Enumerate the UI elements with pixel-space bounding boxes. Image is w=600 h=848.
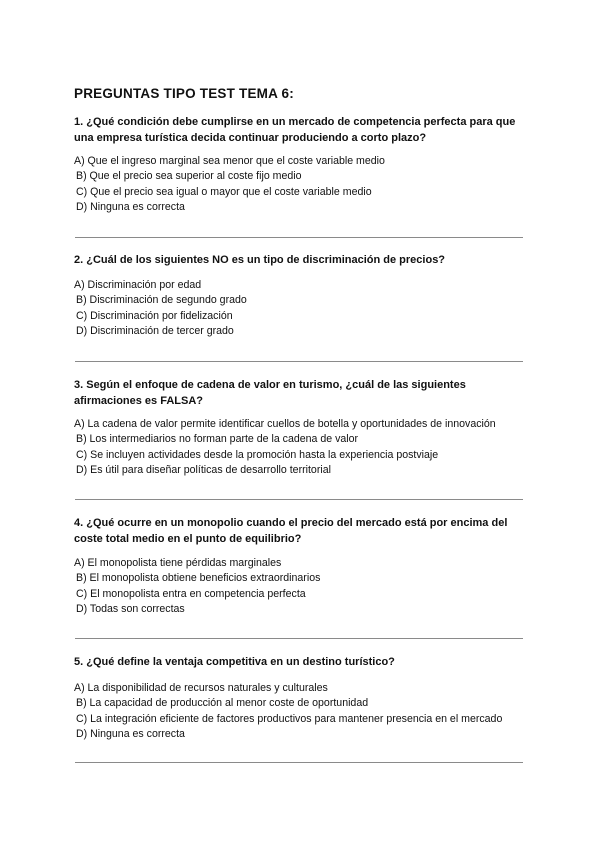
option-d: D) Todas son correctas xyxy=(76,602,185,615)
option-a: A) Discriminación por edad xyxy=(74,279,202,291)
option-d: D) Es útil para diseñar políticas de desarrollo territorial xyxy=(76,463,331,476)
question-4 xyxy=(74,515,534,617)
option-a: A) La disponibilidad de recursos naturales y culturales xyxy=(74,682,328,694)
divider xyxy=(75,762,523,763)
option-b: B) Los intermediarios no forman parte de la cadena de valor xyxy=(76,433,359,446)
option-b: B) Que el precio sea superior al coste fijo medio xyxy=(76,170,302,183)
option-c: C) El monopolista entra en competencia perfecta xyxy=(76,587,306,600)
divider xyxy=(75,237,523,238)
option-a: A) Que el ingreso marginal sea menor que el coste variable medio xyxy=(74,155,385,167)
option-c: C) Se incluyen actividades desde la promoción hasta la experiencia postviaje xyxy=(76,448,439,461)
question-text: 2. ¿Cuál de los siguientes NO es un tipo de discriminación de precios? xyxy=(74,254,446,266)
divider xyxy=(75,361,523,362)
question-1 xyxy=(74,114,534,215)
option-c: C) Que el precio sea igual o mayor que el coste variable medio xyxy=(76,185,372,198)
divider xyxy=(75,499,523,500)
divider xyxy=(75,638,523,639)
question-5 xyxy=(74,654,534,742)
question-text: 5. ¿Qué define la ventaja competitiva en un destino turístico? xyxy=(74,656,395,668)
option-b: B) La capacidad de producción al menor coste de oportunidad xyxy=(76,697,369,710)
option-d: D) Discriminación de tercer grado xyxy=(76,324,234,337)
option-c: C) Discriminación por fidelización xyxy=(76,309,233,322)
question-text: 4. ¿Qué ocurre en un monopolio cuando el precio del mercado está por encima del coste total medio en el punto de equilibrio? xyxy=(74,517,508,545)
option-a: A) El monopolista tiene pérdidas marginales xyxy=(74,557,282,569)
question-text: 1. ¿Qué condición debe cumplirse en un mercado de competencia perfecta para que una empresa turística decida continuar produciendo a corto plazo? xyxy=(74,116,516,144)
question-text: 3. Según el enfoque de cadena de valor en turismo, ¿cuál de las siguientes afirmaciones es FALSA? xyxy=(74,379,466,407)
question-3 xyxy=(74,377,534,478)
option-d: D) Ninguna es correcta xyxy=(76,200,185,213)
option-a: A) La cadena de valor permite identificar cuellos de botella y oportunidades de innovación xyxy=(74,418,496,430)
option-b: B) Discriminación de segundo grado xyxy=(76,294,247,307)
question-2 xyxy=(74,252,534,339)
document-title: PREGUNTAS TIPO TEST TEMA 6: xyxy=(74,86,294,101)
option-b: B) El monopolista obtiene beneficios extraordinarios xyxy=(76,572,321,585)
option-d: D) Ninguna es correcta xyxy=(76,727,185,740)
option-c: C) La integración eficiente de factores productivos para mantener presencia en el mercado xyxy=(76,712,503,725)
